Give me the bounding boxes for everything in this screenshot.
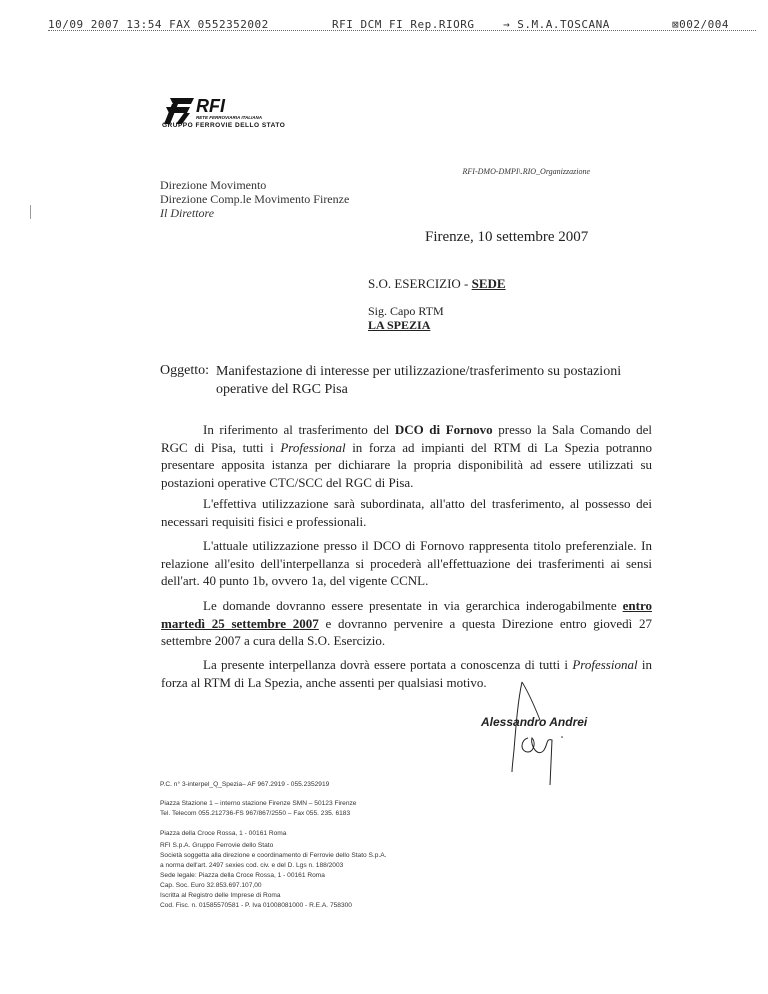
footer-pc-line: P.C. n° 3-interpel_Q_Spezia– AF 967.2919 - 055.2352919 bbox=[160, 781, 330, 788]
body-paragraph-4 bbox=[161, 597, 652, 650]
footer-legal-block bbox=[160, 841, 387, 911]
p1-text-a: In riferimento al trasferimento del bbox=[203, 422, 395, 437]
p5-italic-professional: Professional bbox=[572, 657, 638, 672]
handwritten-signature-icon bbox=[500, 680, 580, 790]
body-paragraph-1 bbox=[161, 421, 652, 491]
document-reference: RFI-DMO-DMPI\.RIO_Organizzazione bbox=[462, 167, 590, 176]
fax-header-rule bbox=[48, 30, 756, 31]
logo-tagline: RETE FERROVIARIA ITALIANA bbox=[196, 115, 262, 120]
subject-label: Oggetto: bbox=[160, 363, 209, 378]
fax-header-sender: → S.M.A.TOSCANA bbox=[503, 18, 610, 31]
p4-text-a: Le domande dovranno essere presentate in via gerarchica inderogabilmente bbox=[203, 598, 623, 613]
p1-text-e: in forza ad impianti del RTM di La Spezia potranno presentare apposita istanza per dichiarare la propria disponibilità ad essere utilizzati su postazioni operative CTC/SCC del RGC di Pisa. bbox=[161, 439, 652, 490]
logo-group-name: GRUPPO FERROVIE DELLO STATO bbox=[162, 122, 286, 129]
footer-legal-line: a norma dell'art. 2497 sexies cod. civ. e del D. Lgs n. 188/2003 bbox=[160, 862, 344, 869]
footer-legal-line: Sede legale: Piazza della Croce Rossa, 1 - 00161 Roma bbox=[160, 872, 325, 879]
subject-text: Manifestazione di interesse per utilizzazione/trasferimento su postazioni operative del RGC Pisa bbox=[216, 364, 622, 397]
p1-bold-dco: DCO di Fornovo bbox=[394, 422, 493, 437]
footer-legal-line: Iscritta al Registro delle Imprese di Roma bbox=[160, 892, 281, 899]
p5-text-c: in forza al RTM di La Spezia, anche assenti per qualsiasi motivo. bbox=[161, 657, 652, 690]
p4-text-c: e dovranno pervenire a questa Direzione entro giovedì 27 settembre 2007 a cura della S.O. Esercizio. bbox=[161, 615, 652, 648]
sender-title: Il Direttore bbox=[160, 206, 215, 220]
footer-legal-line: Cod. Fisc. n. 01585570581 - P. Iva 01008081000 - R.E.A. 758300 bbox=[160, 902, 352, 909]
sender-line-2: Direzione Comp.le Movimento Firenze bbox=[160, 192, 350, 206]
fax-header-center: RFI DCM FI Rep.RIORG bbox=[332, 18, 475, 31]
recipient-1-name: S.O. ESERCIZIO - bbox=[368, 276, 472, 291]
footer-legal-line: Società soggetta alla direzione e coordinamento di Ferrovie dello Stato S.p.A. bbox=[160, 852, 387, 859]
sender-line-1: Direzione Movimento bbox=[160, 178, 267, 192]
margin-mark bbox=[30, 205, 31, 219]
p3-text: L'attuale utilizzazione presso il DCO di Fornovo rappresenta titolo preferenziale. In relazione all'esito dell'interpellanza si procederà all'effettuazione dei trasferimenti ai sensi dell'art. 40 punto 1b, ovvero 1a, del vigente CCNL. bbox=[161, 538, 652, 588]
p1-text-c: presso la Sala Comando del RGC di Pisa, tutti i bbox=[161, 422, 653, 455]
body-paragraph-2 bbox=[161, 495, 652, 530]
fax-header-left: 10/09 2007 13:54 FAX 0552352002 bbox=[48, 18, 269, 31]
logo-rfi-text: RFI bbox=[196, 96, 225, 116]
letter-date: Firenze, 10 settembre 2007 bbox=[425, 229, 589, 245]
recipient-1 bbox=[368, 276, 506, 292]
recipient-2-place: LA SPEZIA bbox=[368, 318, 431, 332]
footer-legal-line: RFI S.p.A. Gruppo Ferrovie dello Stato bbox=[160, 842, 274, 849]
recipient-2-name: Sig. Capo RTM bbox=[368, 304, 444, 318]
p5-text-a: La presente interpellanza dovrà essere portata a conoscenza di tutti i bbox=[203, 657, 573, 672]
p2-text: L'effettiva utilizzazione sarà subordinata, all'atto del trasferimento, al possesso dei necessari requisiti fisici e professionali. bbox=[161, 496, 652, 529]
footer-address-line-2: Tel. Telecom 055.212736-FS 967/867/2550 – Fax 055. 235. 6183 bbox=[160, 810, 351, 817]
p1-italic-professional: Professional bbox=[280, 439, 346, 455]
recipient-1-place: SEDE bbox=[471, 276, 506, 291]
signatory-name: Alessandro Andrei bbox=[481, 715, 588, 729]
body-paragraph-3 bbox=[161, 537, 652, 590]
footer-rome-address: Piazza della Croce Rossa, 1 - 00161 Roma bbox=[160, 830, 287, 837]
footer-address-line-1: Piazza Stazione 1 – interno stazione Firenze SMN – 50123 Firenze bbox=[160, 800, 357, 807]
footer-legal-line: Cap. Soc. Euro 32.853.697.107,00 bbox=[160, 882, 262, 889]
fax-header-page: ⊠002/004 bbox=[672, 18, 729, 31]
p4-deadline: entro martedì 25 settembre 2007 bbox=[161, 598, 652, 631]
